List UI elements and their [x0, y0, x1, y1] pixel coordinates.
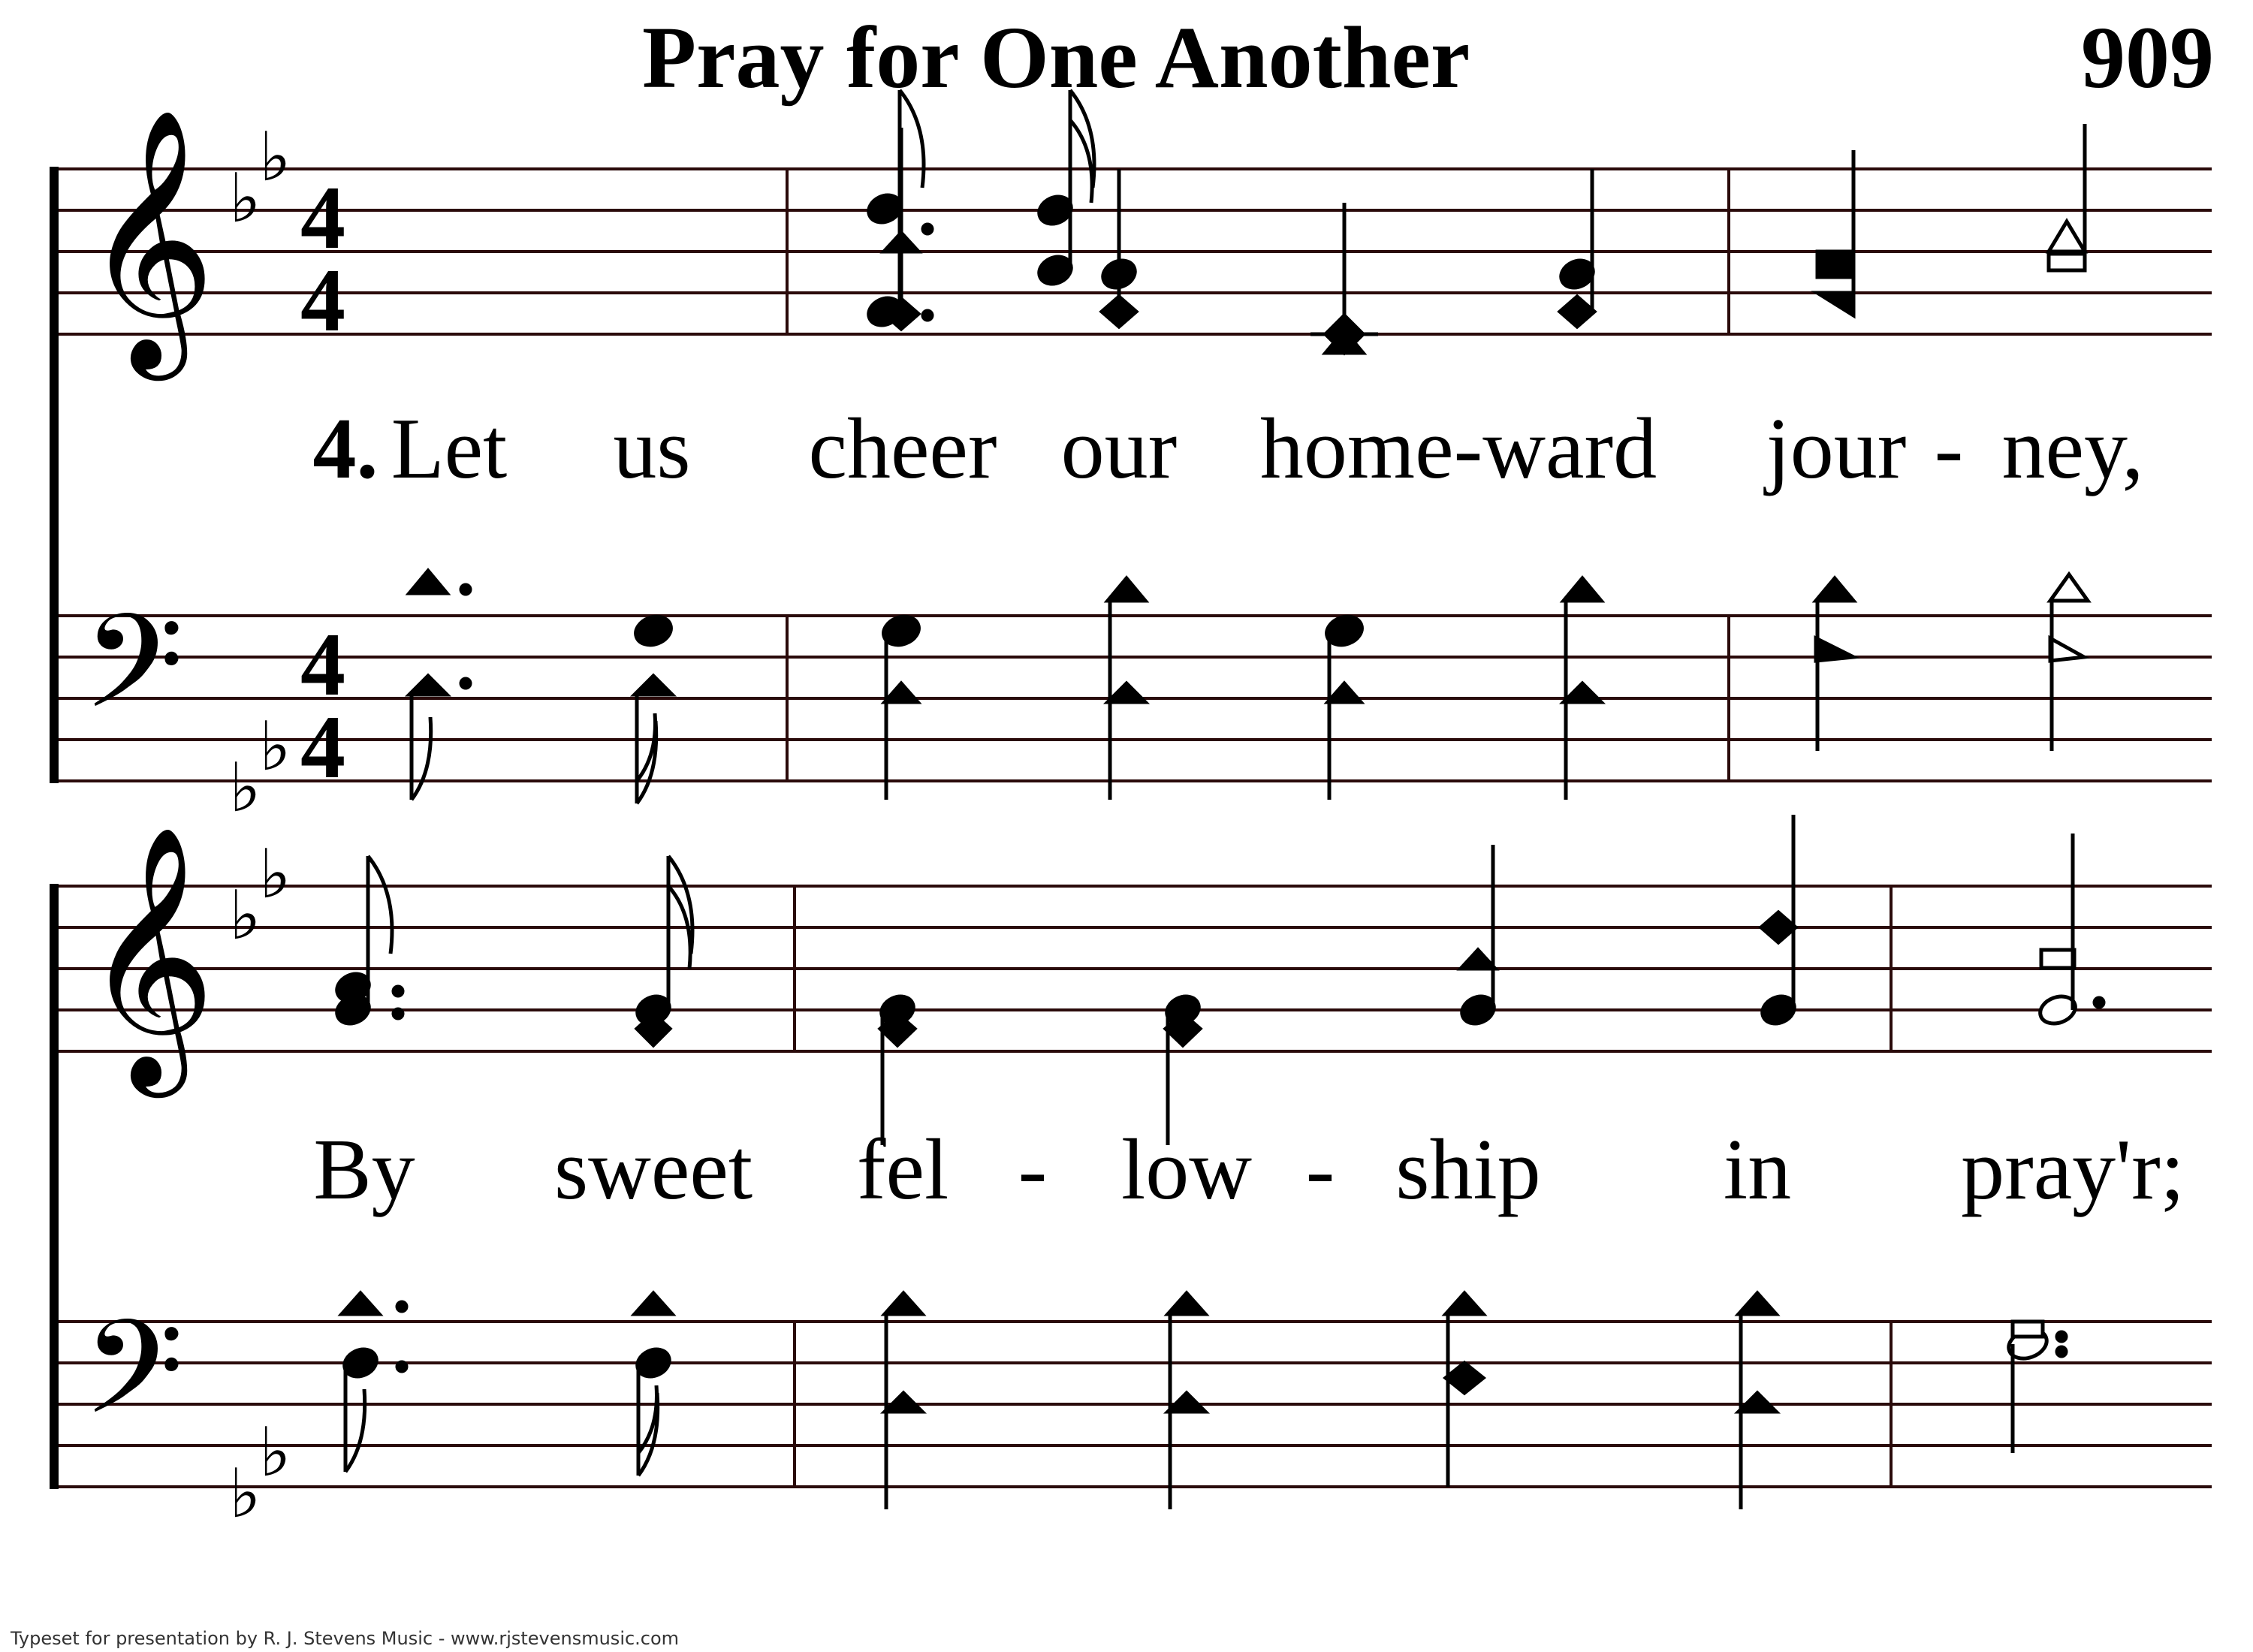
- lyric-hyphen: -: [1305, 1122, 1335, 1218]
- verse-number: 4.: [312, 401, 379, 497]
- lyric-syllable: us: [613, 401, 691, 497]
- lyric-syllable: ship: [1395, 1122, 1541, 1218]
- lyric-syllable: low: [1121, 1122, 1252, 1218]
- note-head: [1817, 252, 1853, 277]
- time-signature-top: 4: [300, 614, 345, 714]
- flat-icon: ♭: [259, 707, 291, 786]
- lyric-syllable: By: [313, 1122, 415, 1218]
- treble-notes-2: [333, 815, 2104, 1145]
- flat-icon: ♭: [229, 749, 261, 828]
- bass-notes-1: [409, 571, 2088, 803]
- lyric-syllable: in: [1723, 1122, 1792, 1218]
- note-head: [1560, 297, 1594, 327]
- treble-clef-icon: 𝄞: [83, 107, 216, 369]
- bass-clef-icon: 𝄢: [83, 586, 185, 770]
- time-signature-bottom: 4: [300, 250, 345, 350]
- lyric-syllable: pray'r;: [1961, 1122, 2185, 1218]
- note-flag: [1070, 90, 1094, 203]
- bass-clef-icon: 𝄢: [83, 1292, 185, 1476]
- note-flag: [900, 90, 924, 188]
- hymn-title: Pray for One Another: [642, 8, 1470, 107]
- flat-icon: ♭: [229, 876, 261, 955]
- lyric-hyphen: -: [1018, 1122, 1048, 1218]
- bass-notes-2: [340, 1293, 2066, 1509]
- time-signature-top: 4: [300, 167, 345, 267]
- note-head: [2049, 222, 2085, 252]
- flat-icon: ♭: [259, 118, 291, 197]
- lyric-syllable: our: [1060, 401, 1178, 497]
- lyric-syllable: fel: [856, 1122, 949, 1218]
- lyric-syllable: sweet: [553, 1122, 753, 1218]
- treble-clef-icon: 𝄞: [83, 824, 216, 1086]
- note-head: [2049, 254, 2085, 270]
- flat-icon: ♭: [259, 1413, 291, 1492]
- hymn-number: 909: [2081, 8, 2214, 107]
- typesetter-credit: Typeset for presentation by R. J. Stevens Music - www.rjstevensmusic.com: [11, 1628, 680, 1649]
- treble-staff-2: [53, 886, 2212, 1051]
- lyric-syllable: ney,: [2001, 401, 2144, 497]
- flat-icon: ♭: [259, 835, 291, 914]
- note-head: [1817, 293, 1853, 315]
- bass-staff-2: [53, 1322, 2212, 1487]
- lyric-hyphen: -: [1934, 401, 1964, 497]
- time-signature-bottom: 4: [300, 697, 345, 797]
- flat-icon: ♭: [229, 1455, 261, 1533]
- flat-icon: ♭: [229, 159, 261, 238]
- lyric-syllable: jour: [1766, 401, 1907, 497]
- lyric-syllable: home-ward: [1259, 401, 1657, 497]
- lyric-syllable: cheer: [808, 401, 997, 497]
- treble-notes-1: [864, 90, 2085, 353]
- lyric-syllable: Let: [391, 401, 508, 497]
